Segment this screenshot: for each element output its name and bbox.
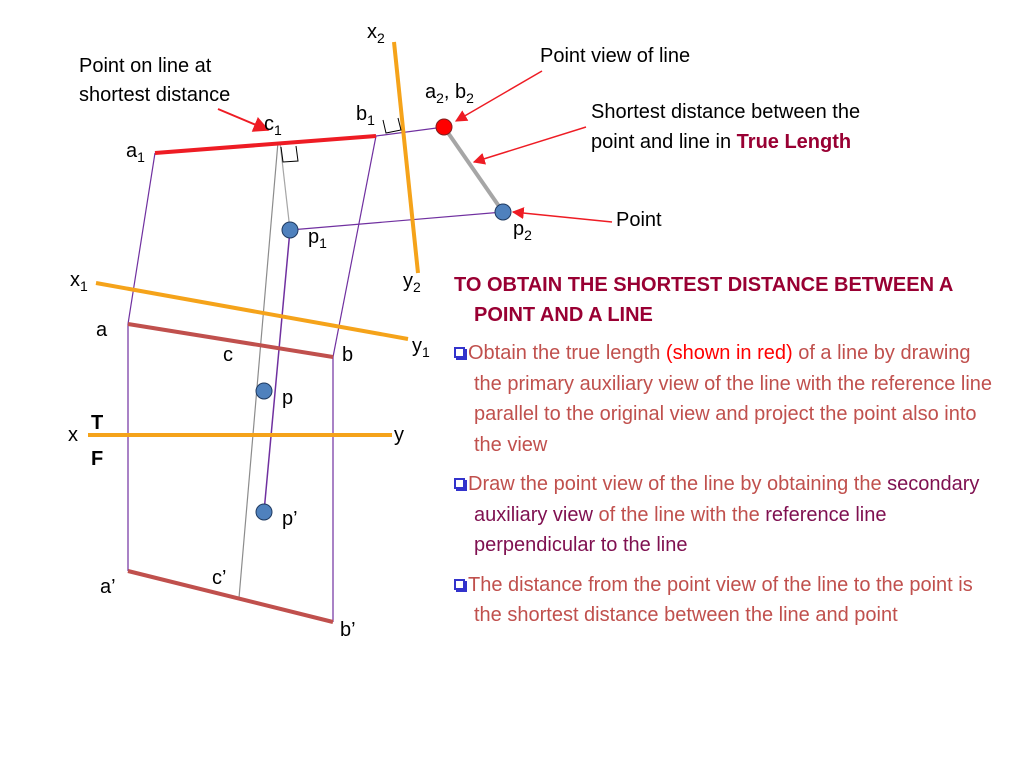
projector-a-a1: [128, 153, 155, 324]
instructions-panel: [454, 270, 994, 640]
reference-line-x1y1: [96, 283, 408, 339]
line-ab-front-view: [128, 571, 333, 622]
line-a1b1-true-length: [155, 136, 376, 153]
instructions-heading: TO OBTAIN THE SHORTEST DISTANCE BETWEEN A POINT AND A LINE: [454, 274, 953, 326]
label-b: b: [342, 344, 354, 366]
annotation-point-view: Point view of line: [540, 45, 691, 67]
label-b-prime: b’: [340, 619, 356, 641]
arrow-shortest-distance: [474, 127, 586, 162]
label-x: x: [68, 424, 78, 446]
projector-c-c1: [239, 142, 278, 598]
shortest-distance-segment: [444, 127, 503, 212]
label-c: c: [223, 344, 233, 366]
label-t: T: [91, 412, 104, 434]
instruction-step-2: Draw the point view of the line by obtaining the secondary auxiliary view of the line with the reference line perpendicular to the line: [454, 469, 994, 561]
annotation-point: Point: [616, 209, 662, 231]
checkbox-bullet-icon: [454, 347, 465, 358]
label-y1: $y_1$: [412, 335, 430, 360]
reference-line-x2y2: [394, 42, 418, 273]
label-x1: $x_1$: [70, 269, 88, 294]
label-x2: $x_2$: [367, 21, 385, 46]
label-p-prime: p’: [282, 508, 298, 530]
annotation-point-on-line: Point on line at shortest distance: [79, 55, 231, 106]
label-p: p: [282, 387, 294, 409]
checkbox-bullet-icon: [454, 478, 465, 489]
point-p2: [495, 204, 511, 220]
point-a2b2: [436, 119, 452, 135]
right-angle-mark-b1: [383, 118, 401, 133]
perpendicular-p1-c1: [280, 142, 290, 230]
projector-b1-a2b2: [376, 127, 444, 136]
projector-b-b1: [333, 136, 376, 357]
label-p1: $p_1$: [308, 226, 327, 251]
point-p1: [282, 222, 298, 238]
label-a2-b2: $a_2$, $b_2$: [425, 81, 474, 106]
label-a: a: [96, 319, 108, 341]
label-y2: $y_2$: [403, 270, 421, 295]
label-c-prime: c’: [212, 567, 227, 589]
point-p-prime: [256, 504, 272, 520]
point-p: [256, 383, 272, 399]
annotation-shortest-distance: Shortest distance between the point and line in True Length: [591, 101, 861, 153]
projector-p1-p2: [290, 212, 503, 230]
label-y: y: [394, 424, 404, 446]
label-f: F: [91, 448, 104, 470]
label-c1: $c_1$: [264, 113, 282, 138]
label-p2: $p_2$: [513, 218, 532, 243]
projector-p-prime-p1: [264, 230, 290, 512]
label-b1: $b_1$: [356, 103, 375, 128]
instruction-step-1: Obtain the true length (shown in red) of a line by drawing the primary auxiliary view of the line with the reference line parallel to the original view and project the point also into the view: [454, 338, 994, 460]
arrow-point: [513, 212, 612, 222]
arrow-point-on-line: [218, 109, 268, 130]
right-angle-mark-c1: [281, 146, 298, 162]
checkbox-bullet-icon: [454, 579, 465, 590]
instruction-step-3: The distance from the point view of the line to the point is the shortest distance between the line and point: [454, 570, 994, 631]
label-a-prime: a’: [100, 576, 116, 598]
label-a1: $a_1$: [126, 140, 145, 165]
